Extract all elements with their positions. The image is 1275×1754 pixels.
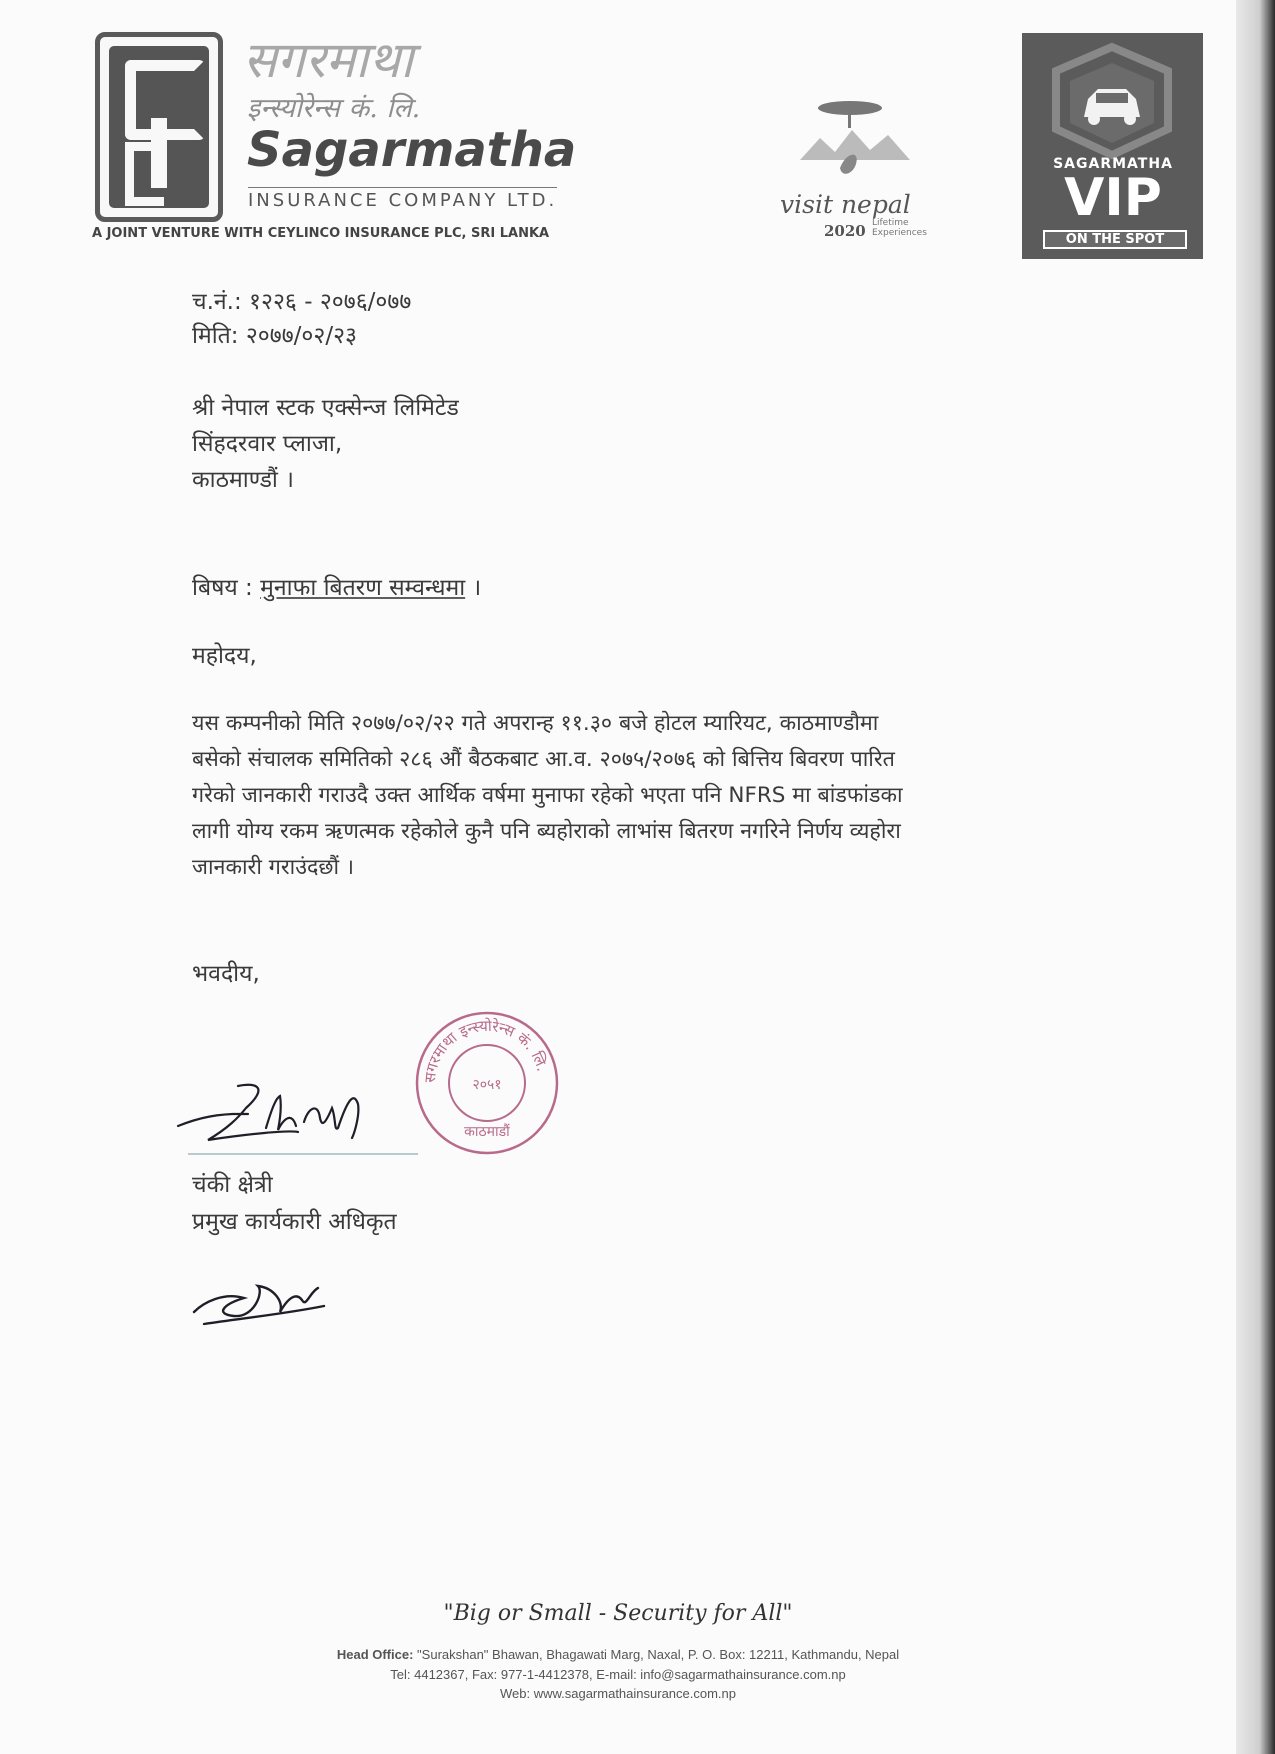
vip-badge-bottom-text: ON THE SPOT <box>1043 230 1187 249</box>
body-line-2: बसेको संचालक समितिको २८६ औं बैठकबाट आ.व. २०७५/२०७६ को बित्तिय बिवरण पारित <box>192 747 895 772</box>
visit-nepal-year: 2020 <box>824 222 866 240</box>
reference-number: च.नं.: १२२६ - २०७६/०७७ <box>192 289 412 315</box>
ceo-signature <box>168 1078 428 1158</box>
footer-slogan: "Big or Small - Security for All" <box>443 1601 793 1626</box>
body-line-4: लागी योग्य रकम ऋणत्मक रहेकोले कुनै पनि ब्यहोराको लाभांस बितरण नगरिने निर्णय व्यहोरा <box>192 819 901 844</box>
joint-venture-text: A JOINT VENTURE WITH CEYLINCO INSURANCE PLC, SRI LANKA <box>92 226 550 241</box>
salutation: महोदय, <box>192 643 257 669</box>
car-shield-icon <box>1022 33 1203 163</box>
company-name-nepali: सगरमाथा <box>243 31 414 89</box>
subject-label: बिषय : <box>192 575 253 601</box>
company-name-english: Sagarmatha <box>247 122 577 178</box>
secondary-signature <box>184 1262 334 1334</box>
footer-head-office <box>0 1647 1236 1662</box>
visit-nepal-text: visit nepal <box>780 190 911 219</box>
vip-badge-title: VIP <box>1064 168 1162 228</box>
recipient-city: काठमाण्डौं । <box>192 467 294 493</box>
stamp-city: काठमाडौं <box>464 1124 510 1140</box>
footer-contact: Tel: 4412367, Fax: 977-1-4412378, E-mail: info@sagarmathainsurance.com.np <box>390 1667 846 1682</box>
body-line-3: गरेको जानकारी गराउदै उक्त आर्थिक वर्षमा मुनाफा रहेको भएता पनि NFRS मा बांडफांडका <box>192 783 903 808</box>
company-logo <box>95 32 223 222</box>
head-office-label: Head Office: <box>336 1647 414 1662</box>
stamp-ring-text: सगरमाथा इन्स्योरेन्स कं. लि. <box>420 1016 552 1084</box>
company-subtitle: INSURANCE COMPANY LTD. <box>248 187 557 211</box>
subject-line <box>192 570 481 602</box>
visit-nepal-logo-icon <box>780 90 930 195</box>
closing: भवदीय, <box>192 961 260 987</box>
company-sub-nepali: इन्स्योरेन्स कं. लि. <box>247 93 421 124</box>
recipient-address: सिंहदरवार प्लाजा, <box>192 431 343 457</box>
letter-date: मिति: २०७७/०२/२३ <box>192 323 358 349</box>
recipient-name: श्री नेपाल स्टक एक्सेन्ज लिमिटेड <box>192 395 459 421</box>
vip-badge-top-text: SAGARMATHA <box>1053 156 1173 172</box>
scan-edge-shadow <box>1236 0 1275 1754</box>
company-seal-stamp <box>412 1008 562 1158</box>
body-line-5: जानकारी गराउंदछौं । <box>192 855 355 880</box>
visit-nepal-tagline: Lifetime Experiences <box>872 218 927 238</box>
subject-text: मुनाफा बितरण सम्वन्धमा <box>260 575 466 601</box>
stamp-year: २०५१ <box>472 1077 502 1093</box>
footer-website: Web: www.sagarmathainsurance.com.np <box>499 1686 737 1701</box>
signatory-title: प्रमुख कार्यकारी अधिकृत <box>192 1209 397 1235</box>
head-office-address: "Surakshan" Bhawan, Bhagawati Marg, Naxal, P. O. Box: 12211, Kathmandu, Nepal <box>417 1647 900 1662</box>
subject-end: । <box>472 575 482 601</box>
body-line-1: यस कम्पनीको मिति २०७७/०२/२२ गते अपरान्ह ११.३० बजे होटल म्यारियट, काठमाण्डौमा <box>192 711 879 736</box>
signatory-name: चंकी क्षेत्री <box>192 1172 273 1198</box>
